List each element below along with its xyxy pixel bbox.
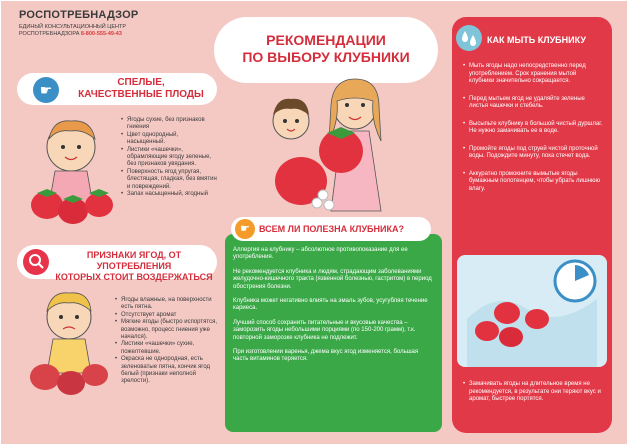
list-item: • Запах насыщенный, ягодный <box>121 191 217 198</box>
org-header <box>19 9 179 38</box>
spoiled-title-line2: КОТОРЫХ СТОИТ ВОЗДЕРЖАТЬСЯ <box>55 272 213 282</box>
pointing-hand-icon: ☛ <box>235 219 255 239</box>
list-item: • Замачивать ягоды на длительное время не рекомендуется, в результате они теряют вкус и аромат, быстрее портятся. <box>463 381 603 404</box>
paragraph: Не рекомендуется клубника и людям, страдающим заболеваниями желудочно-кишечного тракта (язвенной болезнью, гастритом) в период обострения болезни. <box>233 268 432 290</box>
ripe-title-line1: СПЕЛЫЕ, <box>117 77 165 88</box>
list-item: • Мыть ягоды надо непосредственно перед употреблением. Срок хранения мытой клубники значительно сокращается. <box>463 63 603 86</box>
org-name: РОСПОТРЕБНАДЗОР <box>19 9 139 21</box>
child-with-strawberries-illustration <box>23 109 123 227</box>
paragraph: Клубника может негативно влиять на эмаль зубов, усугубляя течение кариеса. <box>233 298 428 312</box>
usefulness-header <box>231 217 431 241</box>
list-item: • Промойте ягоды под струей чистой проточной воды. Подождите минуту, пока стечет вода. <box>463 146 603 161</box>
org-subtitle: ЕДИНЫЙ КОНСУЛЬТАЦИОННЫЙ ЦЕНТР РОСПОТРЕБНАДЗОРА 8-800-555-49-43 <box>19 24 127 37</box>
usefulness-text <box>233 247 435 364</box>
berries-in-water-illustration <box>457 249 607 369</box>
spoiled-header <box>17 245 217 282</box>
pointing-hand-icon: ☛ <box>33 77 59 103</box>
list-item: • Листики «чашечки» сухие, пожелтевшие. <box>115 341 219 356</box>
washing-title: КАК МЫТЬ КЛУБНИКУ <box>487 35 586 45</box>
list-item: • Отсутствует аромат <box>115 312 219 319</box>
paragraph: Лучший способ сохранить питательные и вкусовые качества – заморозить ягоды небольшими порциями (по 150-200 грамм), т.к. повторной заморозке клубника не подлежит. <box>233 319 416 341</box>
ripe-list <box>121 117 217 198</box>
ripe-title-line2: КАЧЕСТВЕННЫЕ ПЛОДЫ <box>78 89 204 100</box>
list-item: • Листики «чашечки», обрамляющие ягоду зеленые, без признаков увядания. <box>121 147 217 169</box>
list-item: • Аккуратно промокните вымытые ягоды бумажным полотенцем, чтобы убрать лишнюю влагу. <box>463 171 603 194</box>
main-title-line2: ПО ВЫБОРУ КЛУБНИКИ <box>242 49 410 65</box>
list-item: • Высыпьте клубнику в большой чистый дуршлаг. Не нужно замачивать ее в воде. <box>463 121 603 136</box>
spoiled-list <box>115 297 219 386</box>
ripe-header <box>17 73 217 105</box>
list-item: • Окраска не однородная, есть зеленоватые пятна, кончик ягод белый (признаки неполной зрелости). <box>115 356 219 386</box>
infographic-page <box>1 1 627 444</box>
main-title-line1: РЕКОМЕНДАЦИИ <box>266 32 386 48</box>
magnifier-icon <box>23 249 49 275</box>
list-item: • Ягоды влажные, на поверхности есть пятна. <box>115 297 219 312</box>
paragraph: При изготовлении варенья, джема вкус ягод изменяется, большая часть витаминов теряется. <box>233 349 419 363</box>
list-item: • Перед мытьем ягод не удаляйте зеленые листья чашечки и стебель. <box>463 96 603 111</box>
list-item: • Поверхность ягод упругая, блестящая, гладкая, без вмятин и повреждений. <box>121 169 217 191</box>
org-phone: 8-800-555-49-43 <box>80 31 122 37</box>
child-with-spoiled-berries-illustration <box>23 283 119 401</box>
children-with-strawberry-illustration <box>257 71 407 221</box>
spoiled-title-line1: ПРИЗНАКИ ЯГОД, ОТ УПОТРЕБЛЕНИЯ <box>86 250 182 271</box>
washing-header <box>452 23 612 53</box>
water-drops-icon <box>456 25 482 51</box>
washing-list <box>463 63 603 193</box>
list-item: • Ягоды сухие, без признаков гниения <box>121 117 217 132</box>
washing-note <box>463 381 603 404</box>
list-item: • Цвет однородный, насыщенный. <box>121 132 217 147</box>
list-item: • Мягкие ягоды (быстро испортятся, возможно, процесс гниения уже начался). <box>115 319 219 341</box>
paragraph: Аллергия на клубнику – абсолютное противопоказание для ее употребления. <box>233 247 408 261</box>
usefulness-title: ВСЕМ ЛИ ПОЛЕЗНА КЛУБНИКА? <box>259 224 404 234</box>
